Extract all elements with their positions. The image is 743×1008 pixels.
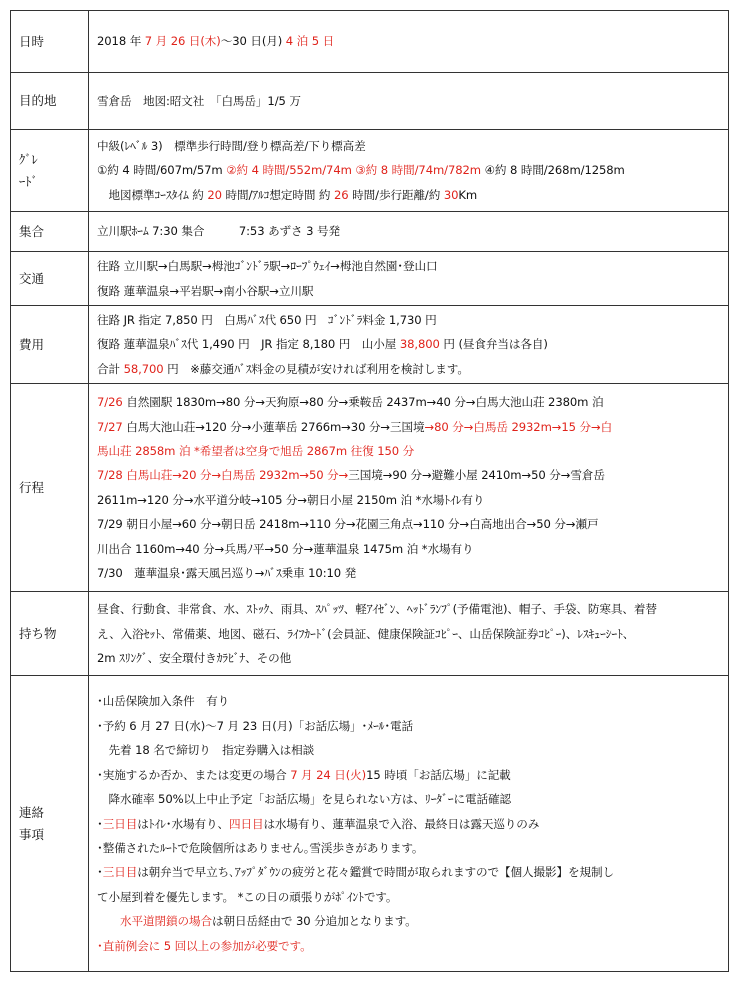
text-segment: ～30 日(月)	[220, 34, 286, 49]
row-content-grade	[89, 130, 729, 212]
content-line	[97, 219, 722, 243]
content-line	[97, 463, 722, 487]
row-label-meeting	[11, 212, 89, 252]
text-segment: 立川駅ﾎｰﾑ 7:30 集合 7:53 あずさ 3 号発	[97, 224, 340, 239]
content-line	[97, 332, 722, 356]
content-line	[97, 646, 722, 670]
text-segment: 三国境→90 分→避難小屋 2410m→50 分→雪倉岳	[348, 468, 605, 483]
row-label-notes	[11, 676, 89, 972]
row-label-destination	[11, 73, 89, 130]
text-segment: ④約 8 時間/268m/1258m	[481, 163, 625, 178]
text-segment: ･実施するか否か、または変更の場合	[97, 767, 291, 782]
highlight-text: 20	[207, 187, 222, 202]
text-segment: 7/29 朝日小屋→60 分→朝日岳 2418m→110 分→花園三角点→110 分→白高地出合→50 分→瀬戸	[97, 517, 599, 532]
row-label-text: 持ち物	[19, 625, 57, 641]
text-segment: 地図標準ｺｰｽﾀｲﾑ 約	[97, 187, 208, 202]
row-content-notes	[89, 676, 729, 972]
highlight-text: 7/27	[97, 419, 123, 434]
highlight-text: 7/28 白馬山荘→20 分→白馬岳 2932m→50 分→	[97, 468, 349, 483]
text-segment: 7/26 自然園駅 1830m→80 分→天狗原→80 分→乗鞍岳 2437m→40 分→白馬大池山荘 2380m 泊	[97, 395, 604, 410]
row-label-cost	[11, 306, 89, 384]
row-transport	[11, 252, 729, 306]
trip-plan-table	[10, 10, 729, 972]
row-label-belongings	[11, 592, 89, 676]
text-segment: 時間/歩行距離/約	[348, 187, 444, 202]
content-line	[97, 763, 722, 787]
content-line	[97, 860, 722, 884]
content-line	[97, 29, 722, 53]
content-line	[97, 390, 722, 414]
row-content-cost	[89, 306, 729, 384]
row-label-text: 費用	[19, 336, 45, 352]
text-segment: 復路 蓮華温泉ﾊﾞｽ代 1,490 円 JR 指定 8,180 円 山小屋	[97, 337, 400, 352]
content-line	[97, 254, 722, 278]
text-segment: 2611m→120 分→水平道分岐→105 分→朝日小屋 2150m 泊 *水場ﾄｲﾚ有り	[97, 492, 485, 507]
text-segment: 川出合 1160m→40 分→兵馬ﾉ平→50 分→蓮華温泉 1475m 泊 *水場有り	[97, 541, 474, 556]
row-label-text: 目的地	[19, 93, 57, 108]
highlight-text: 四日目	[228, 816, 264, 831]
text-segment: て小屋到着を優先します。 *この日の頑張りがﾎﾟｲﾝﾄです。	[97, 889, 398, 904]
row-label-text: 行程	[19, 479, 45, 495]
text-segment: ①約 4 時間/607m/57m	[97, 163, 227, 178]
content-line	[97, 885, 722, 909]
text-segment: 白馬大池山荘→120 分→小蓮華岳 2766m→30 分→三国境	[122, 419, 425, 434]
content-line	[97, 714, 722, 738]
highlight-text: 4 泊 5 日	[285, 34, 335, 49]
content-line	[97, 597, 722, 621]
highlight-text: 38,800	[399, 337, 440, 352]
content-line	[97, 357, 722, 381]
highlight-text: 7 月 26 日(木)	[144, 34, 221, 49]
content-line	[97, 738, 722, 762]
content-line	[97, 415, 722, 439]
trip-plan-body	[11, 11, 729, 972]
content-line	[97, 622, 722, 646]
content-line	[97, 689, 722, 713]
text-segment	[97, 914, 120, 928]
content-line	[97, 909, 722, 933]
highlight-text: →80 分→白馬岳 2932m→15 分→白	[424, 419, 613, 434]
content-line	[97, 561, 722, 585]
row-label-text: 日時	[19, 33, 45, 49]
row-label-text: 事項	[19, 826, 45, 842]
text-segment: 中級(ﾚﾍﾞﾙ 3) 標準歩行時間/登り標高差/下り標高差	[97, 138, 366, 153]
row-grade	[11, 130, 729, 212]
text-segment: ･	[97, 865, 103, 880]
text-segment: 2m ｽﾘﾝｸﾞ、安全環付きｶﾗﾋﾞﾅ、その他	[97, 650, 292, 665]
content-line	[97, 934, 722, 958]
text-segment: 先着 18 名で締切り 指定券購入は相談	[97, 743, 315, 758]
content-line	[97, 537, 722, 561]
text-segment: 雪倉岳 地図:昭文社 「白馬岳」1/5 万	[97, 93, 301, 108]
content-line	[97, 488, 722, 512]
content-line	[97, 158, 722, 182]
highlight-text: 三日目	[102, 816, 138, 831]
highlight-text: 30	[443, 187, 459, 202]
content-line	[97, 439, 722, 463]
text-segment: は朝日岳経由で 30 分追加となります。	[211, 914, 417, 929]
row-content-belongings	[89, 592, 729, 676]
highlight-text: 水平道閉鎖の場合	[120, 914, 212, 929]
text-segment: 時間/ｱﾙｺ想定時間 約	[221, 187, 335, 202]
row-label-text: 交通	[19, 270, 45, 286]
highlight-text: 馬山荘 2858m 泊 *希望者は空身で旭岳 2867m 往復 150 分	[97, 443, 415, 458]
row-content-itinerary	[89, 384, 729, 592]
row-content-meeting	[89, 212, 729, 252]
text-segment: 合計	[97, 361, 124, 376]
row-label-itinerary	[11, 384, 89, 592]
row-content-destination	[89, 73, 729, 130]
text-segment: 15 時頃「お話広場」に記載	[366, 767, 511, 782]
highlight-text: ②約 4 時間/552m/74m ③約 8 時間/74m/782m	[226, 163, 481, 178]
row-meeting	[11, 212, 729, 252]
content-line	[97, 89, 722, 113]
highlight-text: 58,700	[123, 361, 164, 376]
row-label-text: 連絡	[19, 804, 45, 820]
row-label-text: ｰﾄﾞ	[19, 173, 38, 189]
text-segment: Km	[458, 187, 478, 202]
content-line	[97, 134, 722, 158]
text-segment: 復路 蓮華温泉→平岩駅→南小谷駅→立川駅	[97, 283, 314, 298]
text-segment: はﾄｲﾚ･水場有り、	[137, 816, 229, 831]
row-label-grade	[11, 130, 89, 212]
content-line	[97, 279, 722, 303]
content-line	[97, 183, 722, 207]
row-content-transport	[89, 252, 729, 306]
row-destination	[11, 73, 729, 130]
row-label-text: ｸﾞﾚ	[19, 151, 38, 167]
text-segment: え、入浴ｾｯﾄ、常備薬、地図、磁石、ﾗｲﾌｶｰﾄﾞ(会員証、健康保険証ｺﾋﾟｰ、山岳保険証券ｺﾋﾟｰ)、ﾚｽｷｭｰｼｰﾄ、	[97, 626, 635, 641]
row-content-date	[89, 11, 729, 73]
text-segment: 降水確率 50%以上中止予定「お話広場」を見られない方は、ﾘｰﾀﾞｰに電話確認	[97, 792, 511, 807]
highlight-text: 三日目	[102, 865, 138, 880]
text-segment: 往路 立川駅→白馬駅→栂池ｺﾞﾝﾄﾞﾗ駅→ﾛｰﾌﾟｳｪｲ→栂池自然園･登山口	[97, 259, 438, 274]
content-line	[97, 787, 722, 811]
text-segment: は朝弁当で早立ち､ｱｯﾌﾟﾀﾞｳﾝの疲労と花々鑑賞で時間が取られますので【個人撮影】を規制し	[137, 865, 614, 880]
text-segment: 円 (昼食弁当は各自)	[439, 337, 548, 352]
highlight-text: 7 月 24 日(火)	[290, 767, 367, 782]
text-segment: ･	[97, 816, 103, 831]
highlight-text: ･直前例会に 5 回以上の参加が必要です。	[97, 938, 312, 953]
text-segment: ･予約 6 月 27 日(水)～7 月 23 日(月)「お話広場」･ﾒｰﾙ･電話	[97, 718, 414, 733]
row-cost	[11, 306, 729, 384]
content-line	[97, 812, 722, 836]
text-segment: ･山岳保険加入条件 有り	[97, 694, 230, 709]
text-segment: 7/30 蓮華温泉･露天風呂巡り→ﾊﾞｽ乗車 10:10 発	[97, 565, 357, 580]
content-line	[97, 836, 722, 860]
highlight-text: 26	[334, 187, 349, 202]
text-segment: 往路 JR 指定 7,850 円 白馬ﾊﾞｽ代 650 円 ｺﾞﾝﾄﾞﾗ料金 1,730 円	[97, 313, 437, 327]
text-segment: 昼食、行動食、非常食、水、ｽﾄｯｸ、雨具、ｽﾊﾟｯﾂ、軽ｱｲｾﾞﾝ、ﾍｯﾄﾞﾗﾝﾌﾟ(予備電池)、帽子、手袋、防寒具、着替	[97, 602, 657, 617]
row-notes	[11, 676, 729, 972]
row-belongings	[11, 592, 729, 676]
row-label-date	[11, 11, 89, 73]
row-label-text: 集合	[19, 223, 45, 239]
text-segment: 円 ※藤交通ﾊﾞｽ料金の見積が安ければ利用を検討します。	[163, 361, 469, 376]
content-line	[97, 308, 722, 332]
text-segment: 2018 年	[97, 34, 145, 49]
content-line	[97, 512, 722, 536]
text-segment: は水場有り、蓮華温泉で入浴、最終日は露天巡りのみ	[263, 816, 540, 831]
row-date	[11, 11, 729, 73]
row-label-transport	[11, 252, 89, 306]
row-itinerary	[11, 384, 729, 592]
text-segment: ･整備されたﾙｰﾄで危険個所はありません｡雪渓歩きがあります。	[97, 840, 424, 855]
